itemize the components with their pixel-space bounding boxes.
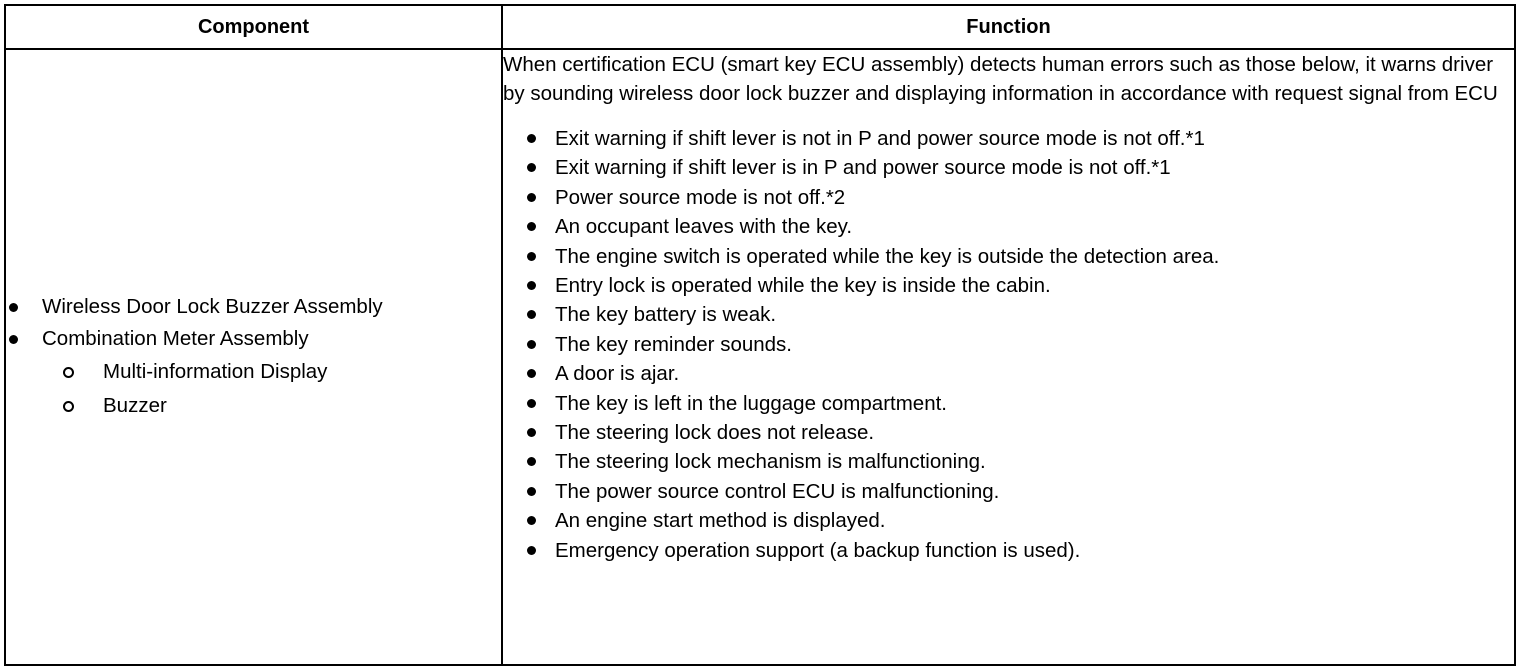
component-label: Wireless Door Lock Buzzer Assembly [42, 295, 383, 318]
component-label: Combination Meter Assembly [42, 327, 309, 350]
warning-item [503, 271, 1514, 300]
bullet-icon [527, 399, 536, 408]
bullet-icon [527, 281, 536, 290]
warning-item [503, 389, 1514, 418]
component-list [6, 291, 501, 423]
component-cell [5, 49, 502, 665]
hollow-bullet-icon [63, 367, 74, 378]
warning-item [503, 330, 1514, 359]
warning-item [503, 212, 1514, 241]
bullet-icon [9, 303, 18, 312]
warning-item [503, 183, 1514, 212]
warning-text: The engine switch is operated while the key is outside the detection area. [555, 244, 1220, 268]
warning-text: The steering lock mechanism is malfunctioning. [555, 450, 986, 474]
warning-list [503, 124, 1514, 565]
warning-item [503, 153, 1514, 182]
warning-item [503, 506, 1514, 535]
hollow-bullet-icon [63, 401, 74, 412]
bullet-icon [527, 163, 536, 172]
warning-text: The steering lock does not release. [555, 421, 875, 445]
warning-item [503, 300, 1514, 329]
bullet-icon [527, 310, 536, 319]
function-header: Function [502, 5, 1515, 49]
subcomponent-list [42, 355, 501, 423]
warning-item [503, 477, 1514, 506]
warning-item [503, 124, 1514, 153]
bullet-icon [527, 546, 536, 555]
subcomponent-item [42, 355, 501, 389]
warning-text: The key battery is weak. [555, 303, 777, 327]
bullet-icon [527, 193, 536, 202]
warning-text: Emergency operation support (a backup function is used). [555, 538, 1081, 562]
bullet-icon [527, 222, 536, 231]
bullet-icon [527, 516, 536, 525]
bullet-icon [527, 428, 536, 437]
warning-text: Exit warning if shift lever is not in P and power source mode is not off.*1 [555, 127, 1205, 150]
warning-item [503, 359, 1514, 388]
warning-text: The key is left in the luggage compartment. [555, 391, 947, 415]
warning-text: Exit warning if shift lever is in P and power source mode is not off.*1 [555, 156, 1171, 180]
warning-text: An occupant leaves with the key. [555, 215, 853, 239]
component-item [6, 323, 501, 423]
component-item [6, 291, 501, 323]
component-function-table [4, 4, 1516, 666]
bullet-icon [527, 340, 536, 349]
bullet-icon [527, 252, 536, 261]
subcomponent-label: Buzzer [103, 394, 167, 417]
bullet-icon [527, 369, 536, 378]
bullet-icon [527, 457, 536, 466]
bullet-icon [527, 487, 536, 496]
warning-text: Entry lock is operated while the key is inside the cabin. [555, 274, 1051, 298]
warning-text: A door is ajar. [555, 362, 680, 386]
bullet-icon [9, 335, 18, 344]
warning-text: Power source mode is not off.*2 [555, 185, 846, 209]
subcomponent-item [42, 389, 501, 423]
warning-item [503, 418, 1514, 447]
warning-text: The key reminder sounds. [555, 332, 793, 356]
table-row [5, 49, 1515, 665]
function-intro: When certification ECU (smart key ECU assembly) detects human errors such as those below, it warns driver by sounding wireless door lock buzzer and displaying information in accordance with request signal from ECU [503, 53, 1498, 105]
warning-item [503, 536, 1514, 565]
header-row [5, 5, 1515, 49]
warning-text: The power source control ECU is malfunctioning. [555, 479, 1000, 503]
warning-item [503, 447, 1514, 476]
warning-item [503, 242, 1514, 271]
warning-text: An engine start method is displayed. [555, 509, 886, 533]
bullet-icon [527, 134, 536, 143]
component-header: Component [5, 5, 502, 49]
subcomponent-label: Multi-information Display [103, 360, 328, 383]
function-cell [502, 49, 1515, 665]
